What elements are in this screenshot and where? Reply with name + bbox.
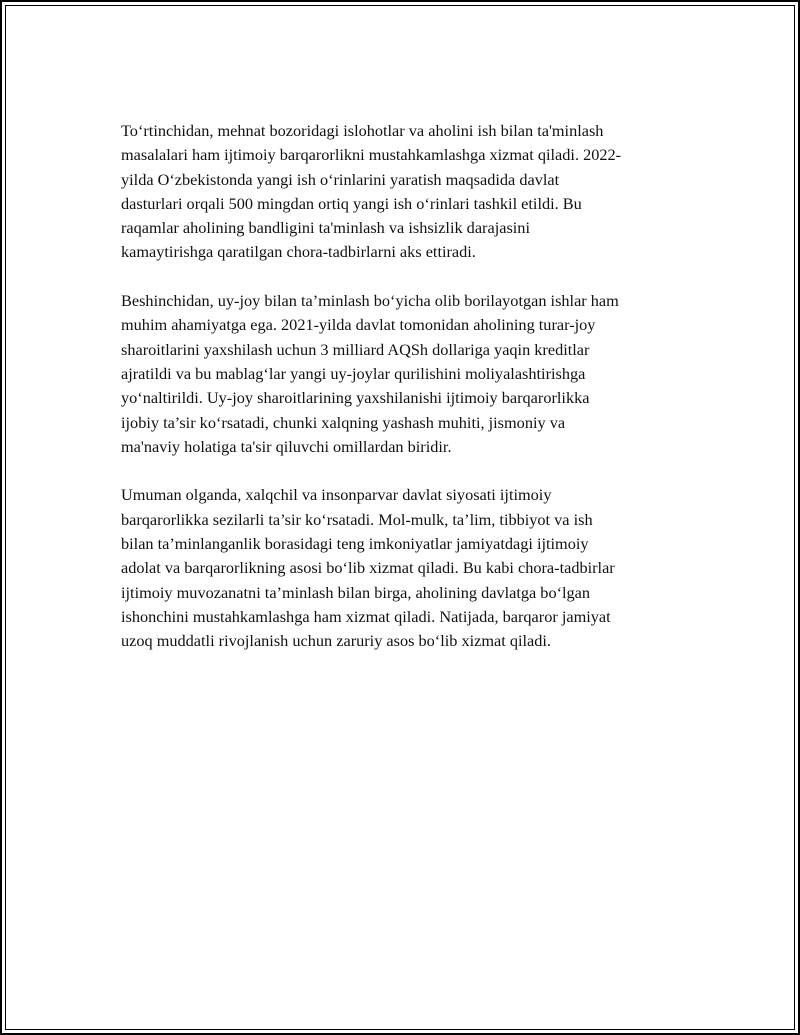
text-line: raqamlar aholining bandligini ta'minlash va ishsizlik darajasini xyxy=(121,218,530,238)
text-line: bilan ta’minlanganlik borasidagi teng imkoniyatlar jamiyatdagi ijtimoiy xyxy=(121,534,589,554)
paragraph-2 xyxy=(121,289,696,459)
text-line: ma'naviy holatiga ta'sir qiluvchi omillardan biridir. xyxy=(121,436,452,456)
text-line: ijobiy ta’sir ko‘rsatadi, chunki xalqning yashash muhiti, jismoniy va xyxy=(121,412,566,432)
text-line: ajratildi va bu mablag‘lar yangi uy-joylar qurilishini moliyalashtirishga xyxy=(121,363,586,383)
text-line: Beshinchidan, uy-joy bilan ta’minlash bo‘yicha olib borilayotgan ishlar ham xyxy=(121,291,619,311)
text-line: kamaytirishga qaratilgan chora-tadbirlarni aks ettiradi. xyxy=(121,242,476,262)
text-line: muhim ahamiyatga ega. 2021-yilda davlat tomonidan aholining turar-joy xyxy=(121,315,596,335)
text-line: To‘rtinchidan, mehnat bozoridagi islohotlar va aholini ish bilan ta'minlash xyxy=(121,121,604,140)
text-line: barqarorlikka sezilarli ta’sir ko‘rsatadi. Mol-mulk, ta’lim, tibbiyot va ish xyxy=(121,509,593,529)
paragraph-1 xyxy=(121,119,696,265)
text-line: yilda O‘zbekistonda yangi ish o‘rinlarini yaratish maqsadida davlat xyxy=(121,169,560,189)
text-line: ishonchini mustahkamlashga ham xizmat qiladi. Natijada, barqaror jamiyat xyxy=(121,606,611,626)
text-line: adolat va barqarorlikning asosi bo‘lib xizmat qiladi. Bu kabi chora-tadbirlar xyxy=(121,558,615,578)
text-line: yo‘naltirildi. Uy-joy sharoitlarining yaxshilanishi ijtimoiy barqarorlikka xyxy=(121,388,590,408)
text-line: sharoitlarini yaxshilash uchun 3 milliard AQSh dollariga yaqin kreditlar xyxy=(121,339,590,359)
text-line: ijtimoiy muvozanatni ta’minlash bilan birga, aholining davlatga bo‘lgan xyxy=(121,582,591,602)
text-line: masalalari ham ijtimoiy barqarorlikni mustahkamlashga xizmat qiladi. 2022- xyxy=(121,145,622,165)
paragraph-3 xyxy=(121,483,696,653)
text-line: Umuman olganda, xalqchil va insonparvar davlat siyosati ijtimoiy xyxy=(121,485,552,505)
text-line: dasturlari orqali 500 mingdan ortiq yangi ish o‘rinlari tashkil etildi. Bu xyxy=(121,193,582,213)
document-body xyxy=(121,119,696,678)
text-line: uzoq muddatli rivojlanish uchun zaruriy asos bo‘lib xizmat qiladi. xyxy=(121,631,552,651)
